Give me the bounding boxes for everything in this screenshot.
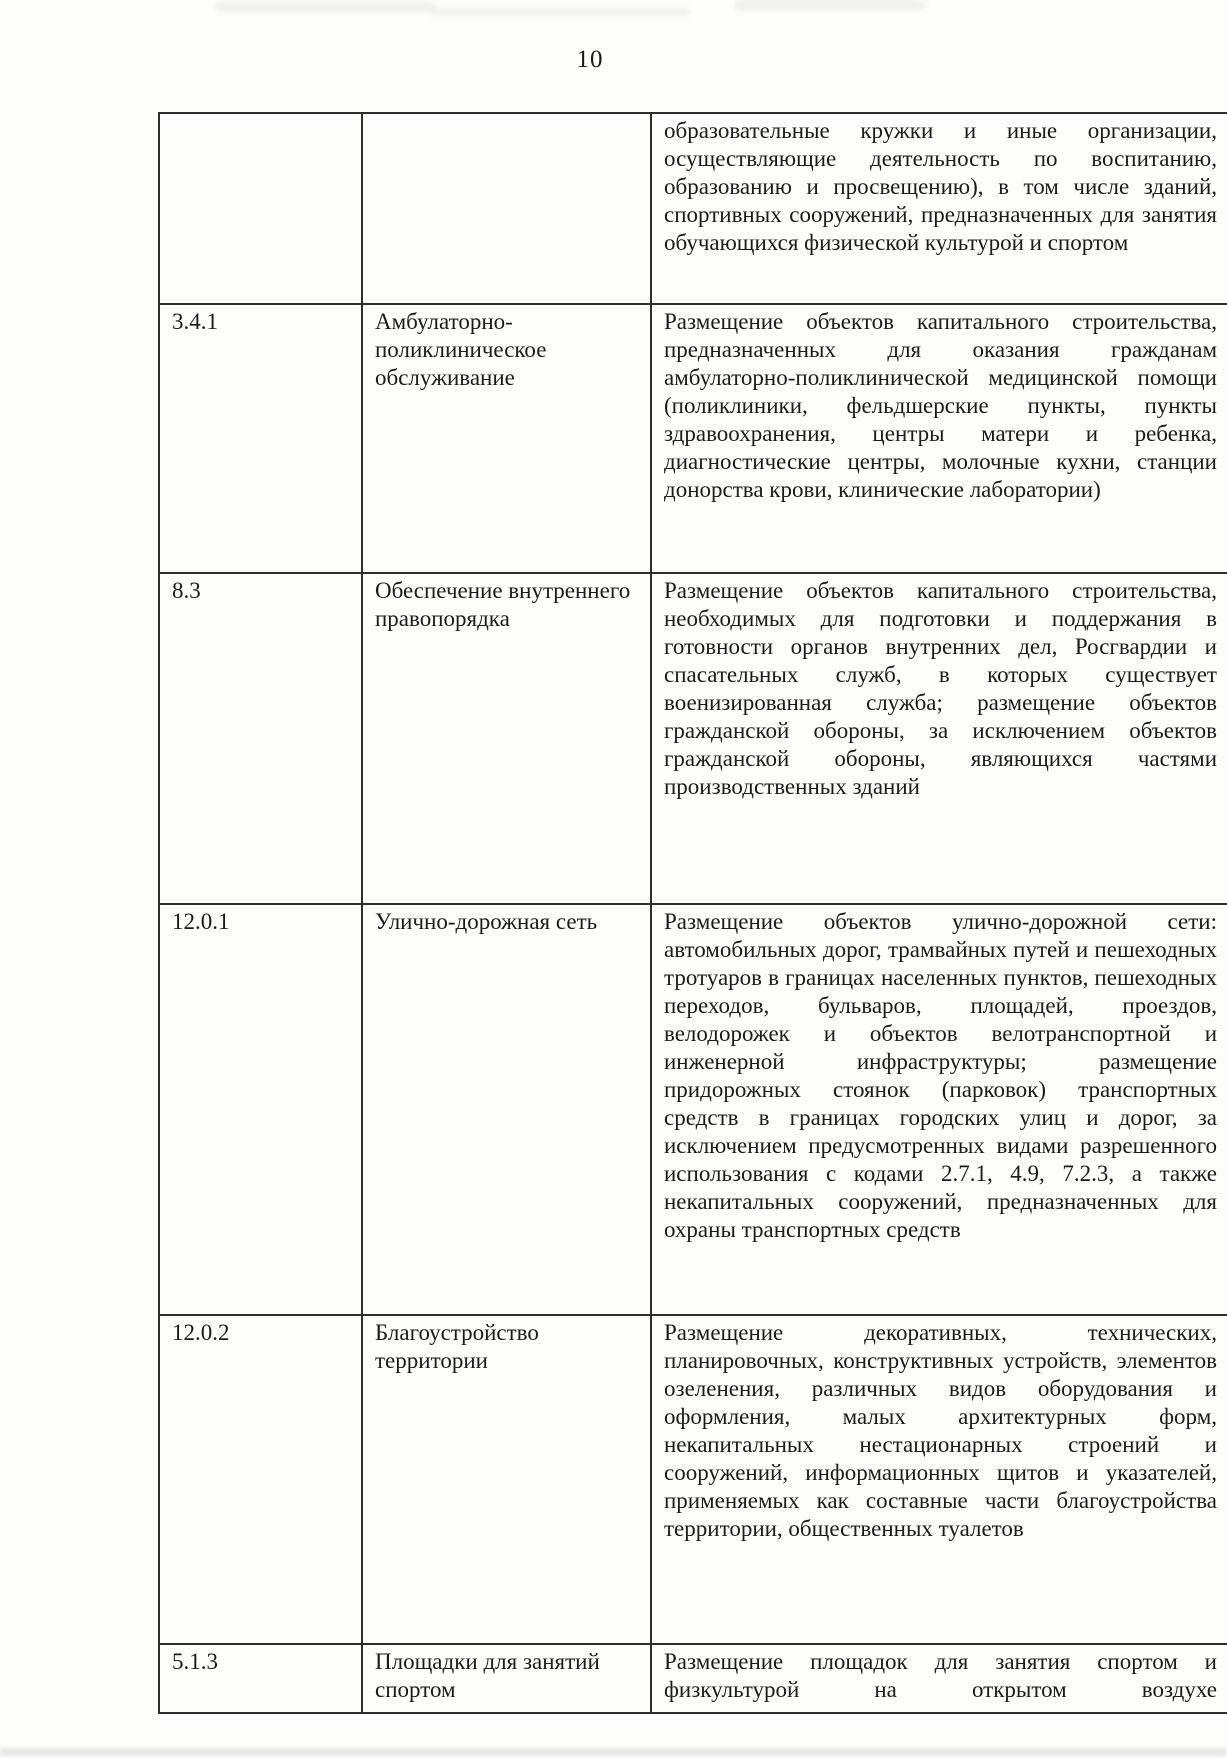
scan-artifact (215, 2, 435, 11)
description-cell: Размещение декоративных, технических, планировочных, конструктивных устройств, элементов озеленения, различных видов оборудования и оформления, малых архитектурных форм, некапитальных нестационарных строений и сооружений, информационных щитов и указателей, применяемых как составные части благоустройства территории, общественных туалетов (651, 1315, 1227, 1644)
code-cell: 12.0.2 (159, 1315, 362, 1644)
name-cell: Благоустройство территории (362, 1315, 651, 1644)
name-cell: Амбулаторно-поликлиническое обслуживание (362, 304, 651, 573)
table-row (159, 904, 1227, 1315)
code-cell: 8.3 (159, 573, 362, 904)
table-row (159, 1315, 1227, 1644)
name-cell: Обеспечение внутреннего правопорядка (362, 573, 651, 904)
table-row (159, 1644, 1227, 1713)
code-cell: 3.4.1 (159, 304, 362, 573)
name-cell: Площадки для занятий спортом (362, 1644, 651, 1713)
scan-artifact (735, 0, 925, 10)
name-cell: Улично-дорожная сеть (362, 904, 651, 1315)
code-cell (159, 113, 362, 304)
table-body (159, 113, 1227, 1713)
description-cell: Размещение объектов капитального строительства, необходимых для подготовки и поддержания в готовности органов внутренних дел, Росгвардии и спасательных служб, в которых существует военизированная служба; размещение объектов гражданской обороны, за исключением объектов гражданской обороны, являющихся частями производственных зданий (651, 573, 1227, 904)
page-number: 10 (576, 46, 604, 73)
table-row (159, 304, 1227, 573)
scan-artifact (0, 1748, 1227, 1756)
table-row-continuation (159, 113, 1227, 304)
name-cell (362, 113, 651, 304)
description-cell: Размещение объектов капитального строительства, предназначенных для оказания гражданам амбулаторно-поликлинической медицинской помощи (поликлиники, фельдшерские пункты, пункты здравоохранения, центры матери и ребенка, диагностические центры, молочные кухни, станции донорства крови, клинические лаборатории) (651, 304, 1227, 573)
land-use-table (158, 112, 1227, 1714)
code-cell: 5.1.3 (159, 1644, 362, 1713)
table-row (159, 573, 1227, 904)
code-cell: 12.0.1 (159, 904, 362, 1315)
description-cell: Размещение площадок для занятия спортом и физкультурой на открытом воздухе (651, 1644, 1227, 1713)
description-cell: Размещение объектов улично-дорожной сети: автомобильных дорог, трамвайных путей и пешеходных тротуаров в границах населенных пунктов, пешеходных переходов, бульваров, площадей, проездов, велодорожек и объектов велотранспортной и инженерной инфраструктуры; размещение придорожных стоянок (парковок) транспортных средств в границах городских улиц и дорог, за исключением предусмотренных видами разрешенного использования с кодами 2.7.1, 4.9, 7.2.3, а также некапитальных сооружений, предназначенных для охраны транспортных средств (651, 904, 1227, 1315)
description-cell: образовательные кружки и иные организации, осуществляющие деятельность по воспитанию, образованию и просвещению), в том числе зданий, спортивных сооружений, предназначенных для занятия обучающихся физической культурой и спортом (651, 113, 1227, 304)
scan-artifact (430, 8, 690, 16)
